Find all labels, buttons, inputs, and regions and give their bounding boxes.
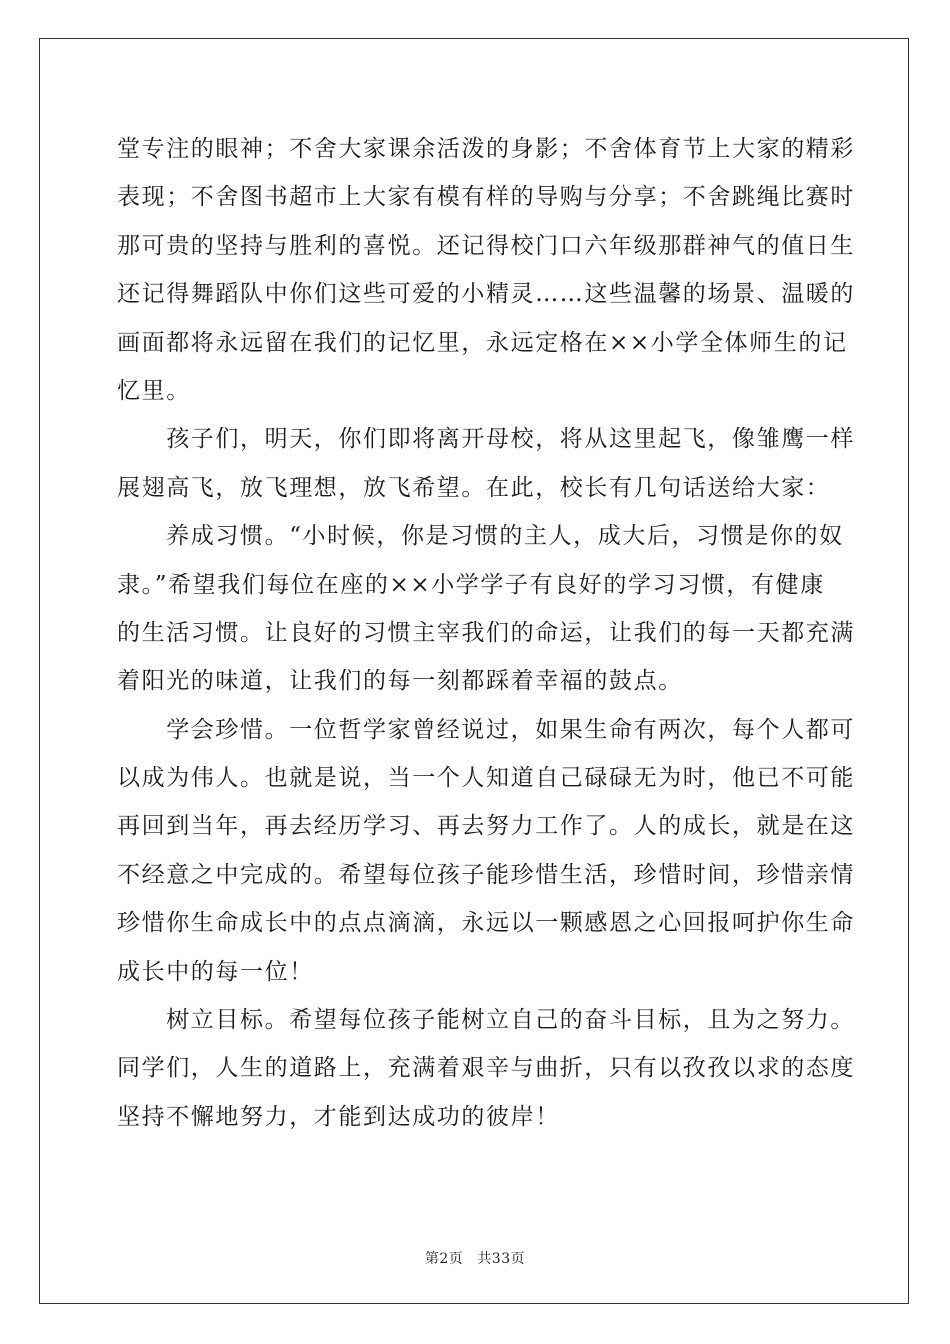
text-line: 忆里。	[117, 377, 191, 404]
text-line: 表现；不舍图书超市上大家有模有样的导购与分享；不舍跳绳比赛时	[117, 184, 855, 211]
text-line: 孩子们，明天，你们即将离开母校，将从这里起飞，像雏鹰一样	[117, 426, 855, 453]
text-line: 珍惜你生命成长中的点点滴滴，永远以一颗感恩之心回报呵护你生命	[117, 910, 855, 937]
text-line: 画面都将永远留在我们的记忆里，永远定格在××小学全体师生的记	[117, 329, 848, 356]
text-line: 坚持不懈地努力，才能到达成功的彼岸！	[117, 1103, 560, 1130]
page-number: 第2页	[424, 1251, 464, 1267]
text-line: 的生活习惯。让良好的习惯主宰我们的命运，让我们的每一天都充满	[117, 619, 855, 646]
text-line: 隶。”希望我们每位在座的××小学学子有良好的学习习惯，有健康	[117, 571, 825, 598]
document-body	[117, 125, 855, 1141]
text-line: 同学们，人生的道路上，充满着艰辛与曲折，只有以孜孜以求的态度	[117, 1055, 855, 1082]
text-line: 以成为伟人。也就是说，当一个人知道自己碌碌无为时，他已不可能	[117, 765, 855, 792]
text-line: 成长中的每一位！	[117, 958, 314, 985]
text-line: 堂专注的眼神；不舍大家课余活泼的身影；不舍体育节上大家的精彩	[117, 136, 855, 162]
text-line: 养成习惯。“小时候，你是习惯的主人，成大后，习惯是你的奴	[117, 523, 844, 550]
text-line: 不经意之中完成的。希望每位孩子能珍惜生活，珍惜时间，珍惜亲情	[117, 861, 855, 888]
text-line: 那可贵的坚持与胜利的喜悦。还记得校门口六年级那群神气的值日生	[117, 232, 855, 259]
page-total: 共33页	[477, 1251, 526, 1267]
page-footer	[0, 1248, 950, 1268]
text-line: 再回到当年，再去经历学习、再去努力工作了。人的成长，就是在这	[117, 813, 855, 840]
text-line: 展翅高飞，放飞理想，放飞希望。在此，校长有几句话送给大家：	[117, 474, 831, 501]
text-line: 着阳光的味道，让我们的每一刻都踩着幸福的鼓点。	[117, 668, 683, 695]
text-line: 学会珍惜。一位哲学家曾经说过，如果生命有两次，每个人都可	[117, 716, 855, 743]
text-line: 还记得舞蹈队中你们这些可爱的小精灵……这些温馨的场景、温暖的	[117, 281, 855, 308]
text-line: 树立目标。希望每位孩子能树立自己的奋斗目标，且为之努力。	[117, 1007, 855, 1034]
